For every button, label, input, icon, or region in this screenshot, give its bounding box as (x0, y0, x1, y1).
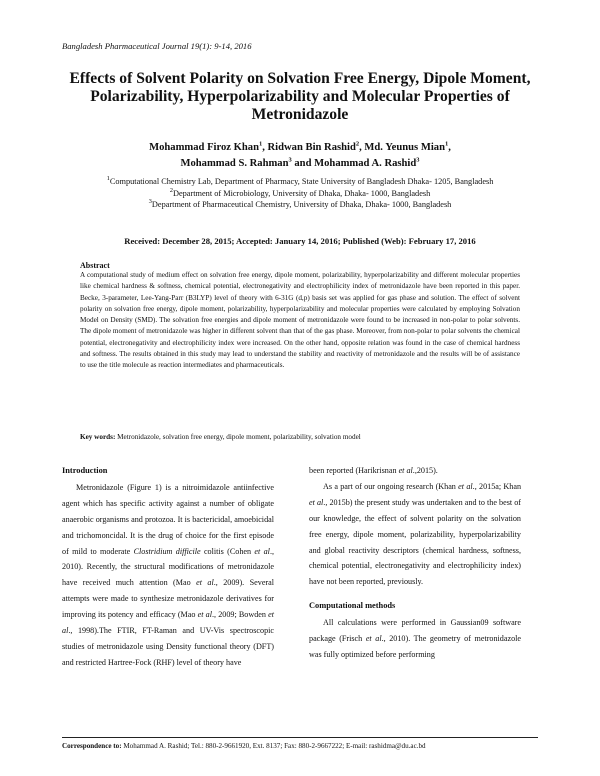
author-affiliation-mark: 3 (416, 156, 420, 164)
author-affiliation-mark: 3 (288, 156, 292, 164)
right-column (309, 463, 521, 663)
affiliation-mark: 2 (169, 186, 173, 194)
citation-etal: et al (398, 466, 413, 475)
author-separator: , (448, 142, 451, 153)
author-separator: , (359, 142, 365, 153)
author-separator: , (262, 142, 268, 153)
text-run: ., 2009; Bowden (211, 610, 269, 620)
section-heading-introduction: Introduction (62, 466, 108, 475)
citation-etal: et al (309, 497, 324, 507)
text-run: ., 2015a; Khan (472, 481, 522, 491)
author-affiliation-mark: 1 (444, 140, 449, 148)
author-affiliation-mark: 1 (258, 140, 263, 148)
correspondence-note (62, 742, 552, 750)
paper-title: Effects of Solvent Polarity on Solvation Free Energy, Dipole Moment, Polarizability, Hyperpolarizability and Molecular Properties of Metronidazole (69, 70, 531, 123)
text-run: ., 2015b) the present study was undertaken and to the best of our knowledge, the effect of solvent polarity on the solvation free energy, dipole moment, polarizability, hyperpolarizability and global reactivity descriptors (chemical hardness, softness, chemical potential, electronegativity and electrophilicity index) have not been reported, previously. (309, 497, 521, 587)
text-run: colitis (Cohen (200, 546, 255, 556)
text-run: ., 2010). Recently, the structural modifications of metronidazole have received much attention (Mao (62, 546, 274, 588)
body-paragraph (309, 463, 521, 479)
text-run: ., 1998).The FTIR, FT-Raman and UV-Vis spectroscopic studies of metronidazole using Density functional theory (DFT) and restricted Hartree-Fock (RHF) level of theory have (62, 626, 274, 667)
citation-etal: et al (365, 634, 382, 644)
author-name: Mohammad A. Rashid (314, 158, 417, 169)
text-run: All calculations were performed in Gaussian09 software package (Frisch (309, 618, 521, 644)
affiliation-list (100, 176, 500, 211)
journal-reference: Bangladesh Pharmaceutical Journal 19(1): 9-14, 2016 (62, 41, 252, 51)
author-name: Mohammad S. Rahman (180, 158, 289, 169)
author-name: Mohammad Firoz Khan (149, 142, 259, 153)
species-name: Clostridium difficile (133, 546, 201, 556)
author-name: Ridwan Bin Rashid (267, 142, 356, 153)
text-run: As a part of our ongoing research (Khan (323, 481, 459, 491)
citation-etal: et al (197, 610, 212, 620)
citation-etal: et al (254, 546, 270, 556)
keywords (80, 433, 520, 441)
affiliation-item (100, 176, 500, 188)
citation-etal: et al (196, 578, 214, 588)
left-column (62, 463, 274, 671)
citation-etal: et al (458, 481, 473, 491)
keywords-text: Metronidazole, solvation free energy, dipole moment, polarizability, solvation model (117, 433, 361, 441)
text-run: ., 2009). Several attempts were made to synthesize metronidazole derivatives for improving its potency and efficacy (Mao (62, 578, 274, 620)
footnote-divider (62, 737, 538, 738)
section-heading-methods: Computational methods (309, 601, 396, 611)
text-run: Metronidazole (Figure 1) is a nitroimidazole antiinfective agent which has specific activity against a number of obligate anaerobic organisms and protozoa. It is bactericidal, amoebicidal and trichomoncidal. It is the drug of choice for the first episode of mild to moderate (62, 482, 274, 556)
abstract-text: A computational study of medium effect on solvation free energy, dipole moment, polarizability, hyperpolarizability and different molecular properties like chemical hardness & softness, chemical potential, electronegativity and electrophilicity index of metronidazole have been reported in this paper. Becke, 3-parameter, Lee-Yang-Parr (B3LYP) level of theory with 6-31G (d,p) basis set was applied for gas phase and solution. The effect of solvent polarity on solvation free energy, dipole moment, polarizability, hyperpolarizability and molecular properties were calculated by employing Solvation Model on Density (SMD). The solvation free energies and dipole moment of metronidazole were found to be increased in non-polar to polar solvents. The dipole moment of metronidazole was higher in different solvent than that of the gas phase. Moreover, from non-polar to polar solvents the chemical potential, electronegativity and electrophilicity index were increased. On the other hand, opposite relation was found in the case of chemical hardness and softness. The results obtained in this study may lead to understand the stability and reactivity of metronidazole and the results will be of assistance to use the title molecule as reaction intermediates and pharmaceuticals. (80, 271, 520, 370)
affiliation-mark: 3 (148, 198, 152, 206)
author-affiliation-mark: 2 (355, 140, 360, 148)
affiliation-text: Department of Pharmaceutical Chemistry, University of Dhaka, Dhaka- 1000, Bangladesh (151, 200, 452, 209)
affiliation-text: Department of Microbiology, University of Dhaka, Dhaka- 1000, Bangladesh (172, 188, 431, 198)
author-separator: and (291, 158, 315, 169)
text-run: .,2015). (412, 466, 438, 475)
body-paragraph (62, 480, 274, 671)
affiliation-item (100, 199, 500, 211)
affiliation-item (100, 188, 500, 200)
text-run: ., 2010). The geometry of metronidazole was fully optimized before performing (309, 634, 521, 659)
body-paragraph (309, 479, 521, 590)
keywords-label: Key words: (80, 433, 116, 441)
correspondence-text: Mohammad A. Rashid; Tel.: 880-2-9661920, Ext. 8137; Fax: 880-2-9667222; E-mail: rashidma@du.ac.bd (121, 742, 426, 750)
text-run: been reported (Harikrisnan (309, 466, 399, 475)
author-list (100, 140, 500, 172)
correspondence-label: Correspondence to: (62, 742, 122, 750)
affiliation-mark: 1 (106, 175, 110, 183)
abstract-heading: Abstract (80, 261, 110, 270)
author-name: Md. Yeunus Mian (364, 142, 445, 153)
publication-dates: Received: December 28, 2015; Accepted: January 14, 2016; Published (Web): February 17, 2016 (124, 236, 476, 246)
citation-etal: et al (62, 610, 275, 636)
affiliation-text: Computational Chemistry Lab, Department of Pharmacy, State University of Bangladesh Dhaka- 1205, Bangladesh (109, 177, 494, 186)
body-paragraph (309, 615, 521, 663)
